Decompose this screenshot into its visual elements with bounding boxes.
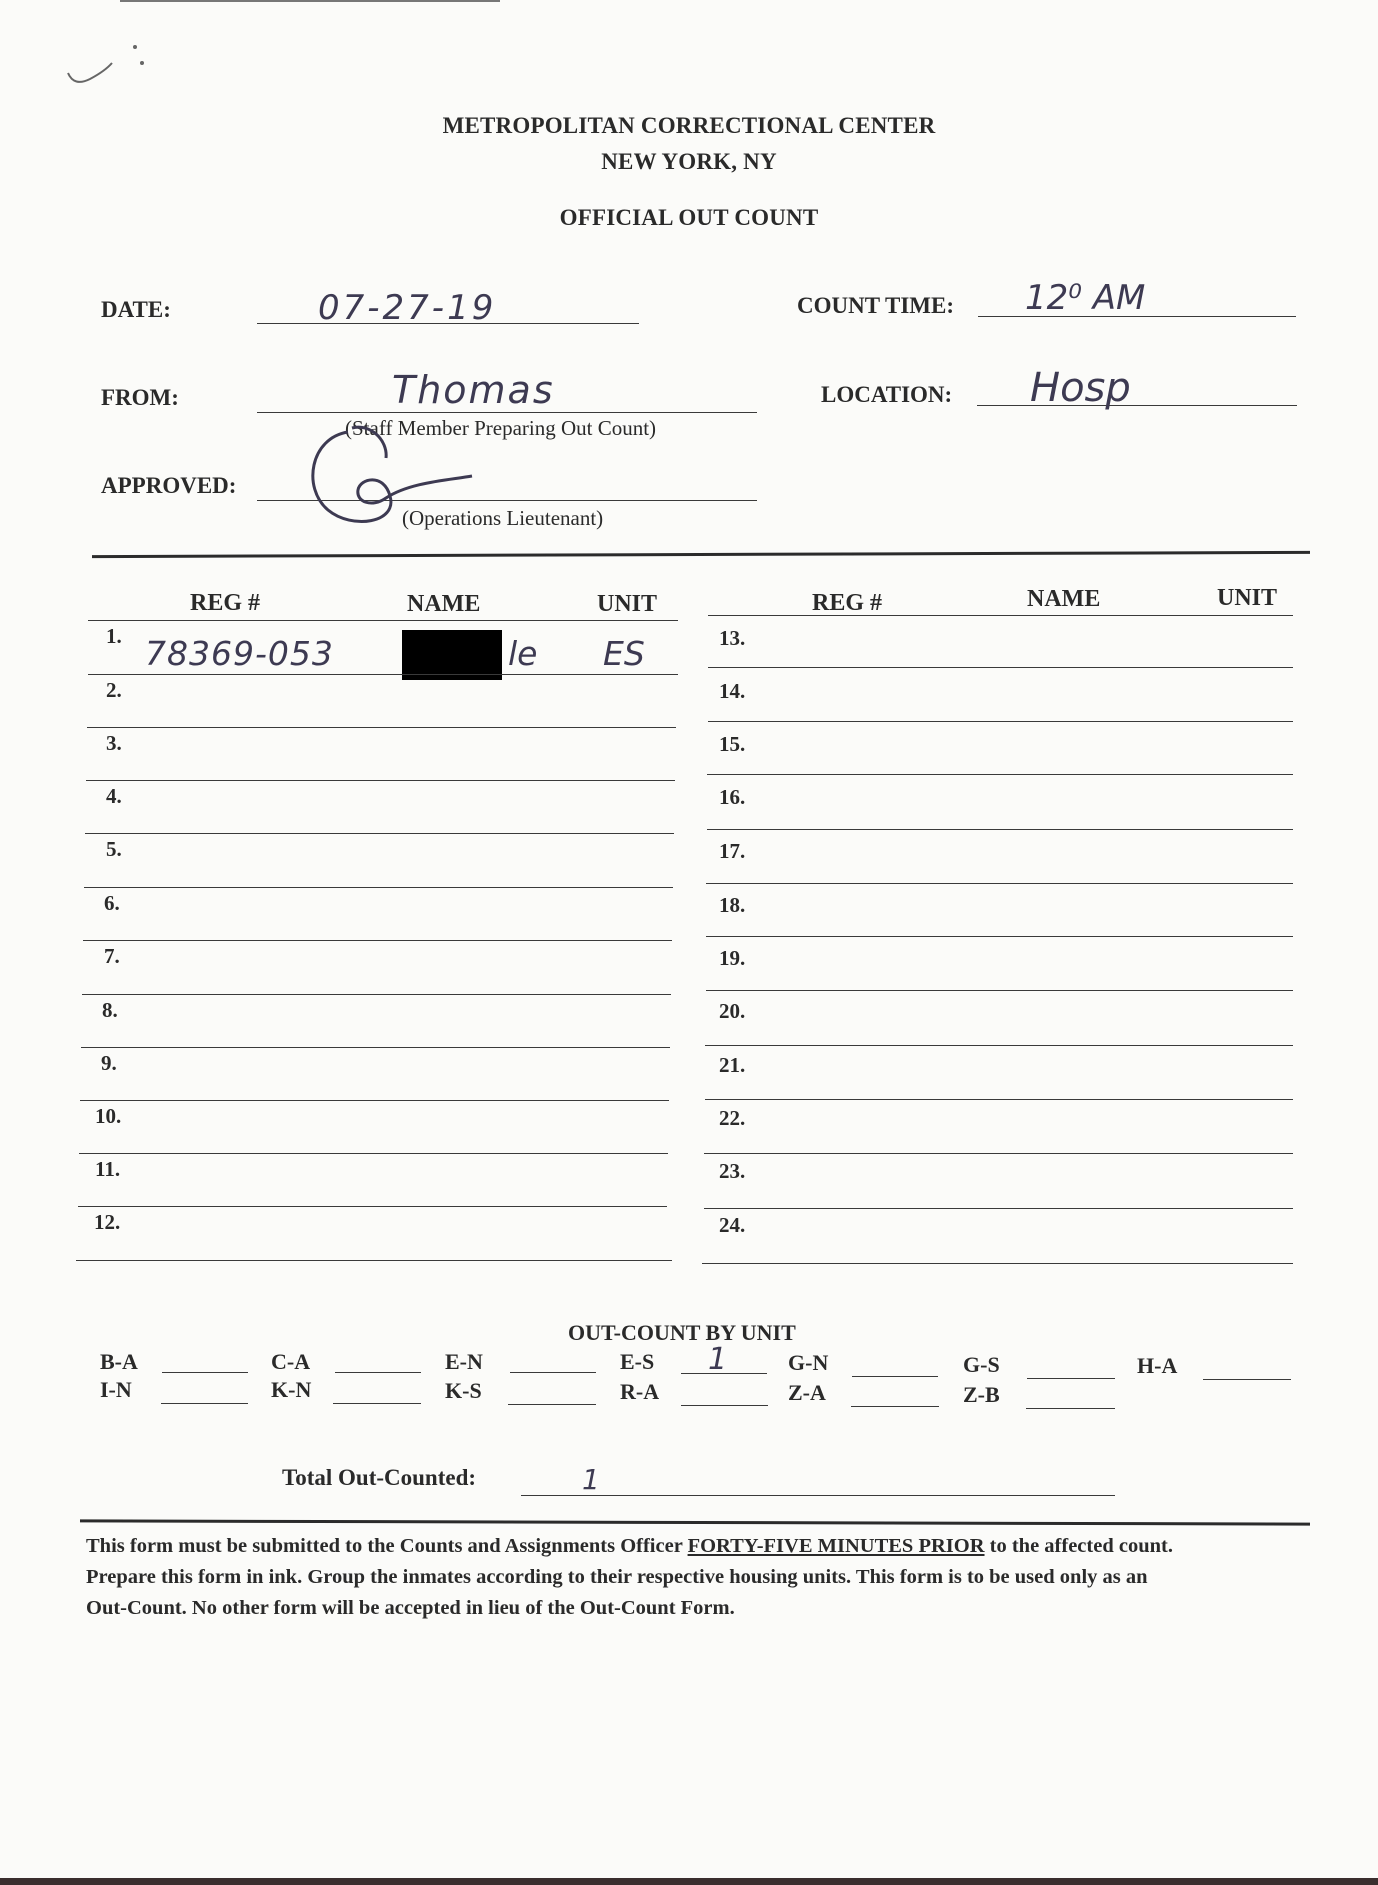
unit-blank-g-n (852, 1376, 938, 1377)
row-number: 12. (94, 1210, 121, 1234)
section-divider (92, 551, 1310, 558)
row-rule (708, 721, 1293, 722)
unit-blank-r-a (681, 1405, 768, 1406)
row1-name-visible: le (508, 634, 538, 673)
row-number: 1. (106, 624, 122, 648)
footer-line-2: Prepare this form in ink. Group the inmates according to their respective housing units. This form is to be used only as an (86, 1566, 1148, 1588)
from-line (257, 412, 757, 413)
unit-label-c-a: C-A (271, 1349, 311, 1374)
unit-label-h-a: H-A (1137, 1353, 1178, 1378)
unit-label-i-n: I-N (100, 1377, 132, 1402)
row-number: 16. (719, 785, 746, 809)
scan-top-edge (120, 0, 500, 2)
right-header-rule (708, 615, 1293, 616)
row-number: 13. (719, 626, 746, 650)
right-header-reg: REG # (812, 590, 883, 616)
unit-blank-k-n (333, 1403, 421, 1404)
row-rule (705, 1045, 1293, 1046)
row-number: 24. (719, 1213, 746, 1237)
unit-label-z-b: Z-B (963, 1382, 1000, 1407)
left-header-unit: UNIT (597, 591, 658, 617)
total-line (521, 1495, 1115, 1496)
unit-label-b-a: B-A (100, 1349, 138, 1374)
row-rule (706, 936, 1293, 937)
row-number: 6. (104, 891, 120, 915)
unit-label-k-n: K-N (271, 1377, 312, 1402)
unit-blank-k-s (508, 1404, 596, 1405)
unit-blank-c-a (335, 1372, 421, 1373)
unit-blank-z-b (1026, 1408, 1115, 1409)
row-rule (85, 833, 674, 834)
left-header-name: NAME (407, 591, 481, 617)
footer-line-1: This form must be submitted to the Counts and Assignments Officer FORTY-FIVE MINUTES PRIOR to the affected count. (86, 1535, 1173, 1557)
row-rule (79, 1153, 668, 1154)
row-number: 5. (106, 837, 122, 861)
unit-blank-i-n (161, 1403, 248, 1404)
row-rule (78, 1206, 667, 1207)
row-number: 10. (95, 1104, 122, 1128)
row-number: 4. (106, 784, 122, 808)
row-rule (88, 674, 678, 675)
approved-caption: (Operations Lieutenant) (402, 506, 604, 530)
unit-label-r-a: R-A (620, 1379, 660, 1404)
from-signature: Thomas (392, 368, 555, 412)
row-rule (81, 1047, 670, 1048)
scan-mark (60, 35, 160, 95)
row-number: 14. (719, 679, 746, 703)
unit-label-e-n: E-N (445, 1349, 483, 1374)
unit-label-e-s: E-S (620, 1349, 655, 1374)
unit-label-g-s: G-S (963, 1352, 1000, 1377)
row1-unit-value: ES (603, 634, 645, 673)
row-rule (86, 780, 675, 781)
unit-blank-g-s (1027, 1378, 1115, 1379)
from-label: FROM: (101, 385, 179, 410)
unit-label-z-a: Z-A (788, 1380, 826, 1405)
total-label: Total Out-Counted: (282, 1465, 477, 1490)
row-number: 18. (719, 893, 746, 917)
row-number: 23. (719, 1159, 746, 1183)
approved-label: APPROVED: (101, 473, 237, 498)
right-header-name: NAME (1027, 586, 1101, 612)
row-rule (707, 829, 1293, 830)
row-rule (704, 1153, 1293, 1154)
redaction-box (402, 630, 502, 680)
row-rule (83, 940, 672, 941)
row-number: 11. (95, 1157, 121, 1181)
row-rule (706, 883, 1293, 884)
total-value: 1 (582, 1463, 600, 1496)
row-number: 19. (719, 946, 746, 970)
row-number: 22. (719, 1106, 746, 1130)
row-number: 7. (104, 944, 120, 968)
count-time-value: 12⁰ AM (1025, 278, 1146, 318)
row-rule (80, 1100, 669, 1101)
row-rule (87, 727, 676, 728)
unit-label-g-n: G-N (788, 1350, 829, 1375)
unit-blank-b-a (162, 1372, 248, 1373)
footer-line-3: Out-Count. No other form will be accepted in lieu of the Out-Count Form. (86, 1597, 735, 1619)
footer-divider (80, 1519, 1310, 1525)
left-header-reg: REG # (190, 590, 261, 616)
unit-blank-e-n (510, 1372, 596, 1373)
unit-blank-z-a (851, 1406, 939, 1407)
row-number: 8. (102, 998, 118, 1022)
footer-instructions (86, 1531, 1306, 1624)
row-number: 2. (106, 678, 122, 702)
location-line (977, 405, 1297, 406)
scan-bottom-edge (0, 1878, 1378, 1885)
right-header-unit: UNIT (1217, 585, 1278, 611)
row-rule (82, 994, 671, 995)
header-location: NEW YORK, NY (601, 149, 777, 174)
unit-value-e-s: 1 (708, 1342, 728, 1377)
date-label: DATE: (101, 297, 171, 322)
row-rule (704, 1208, 1293, 1209)
header-institution: METROPOLITAN CORRECTIONAL CENTER (442, 113, 936, 138)
row-rule (76, 1260, 672, 1261)
row-number: 3. (106, 731, 122, 755)
row-rule (708, 667, 1293, 668)
row-rule (84, 887, 673, 888)
out-count-title: OUT-COUNT BY UNIT (568, 1320, 796, 1345)
row-rule (705, 1099, 1293, 1100)
count-time-label: COUNT TIME: (797, 293, 954, 318)
row1-reg-value: 78369-053 (145, 634, 334, 673)
from-caption: (Staff Member Preparing Out Count) (345, 416, 657, 440)
row-number: 17. (719, 839, 746, 863)
row-number: 20. (719, 999, 746, 1023)
row-rule (702, 1263, 1293, 1264)
row-number: 9. (101, 1051, 117, 1075)
row-number: 21. (719, 1053, 746, 1077)
row-rule (707, 774, 1293, 775)
location-value: Hosp (1030, 365, 1131, 411)
location-label: LOCATION: (821, 382, 953, 407)
row-rule (706, 990, 1293, 991)
unit-blank-h-a (1203, 1379, 1291, 1380)
left-header-rule (88, 620, 678, 621)
row-number: 15. (719, 732, 746, 756)
unit-label-k-s: K-S (445, 1378, 482, 1403)
date-value: 07-27-19 (318, 288, 497, 328)
form-title: OFFICIAL OUT COUNT (559, 205, 819, 230)
